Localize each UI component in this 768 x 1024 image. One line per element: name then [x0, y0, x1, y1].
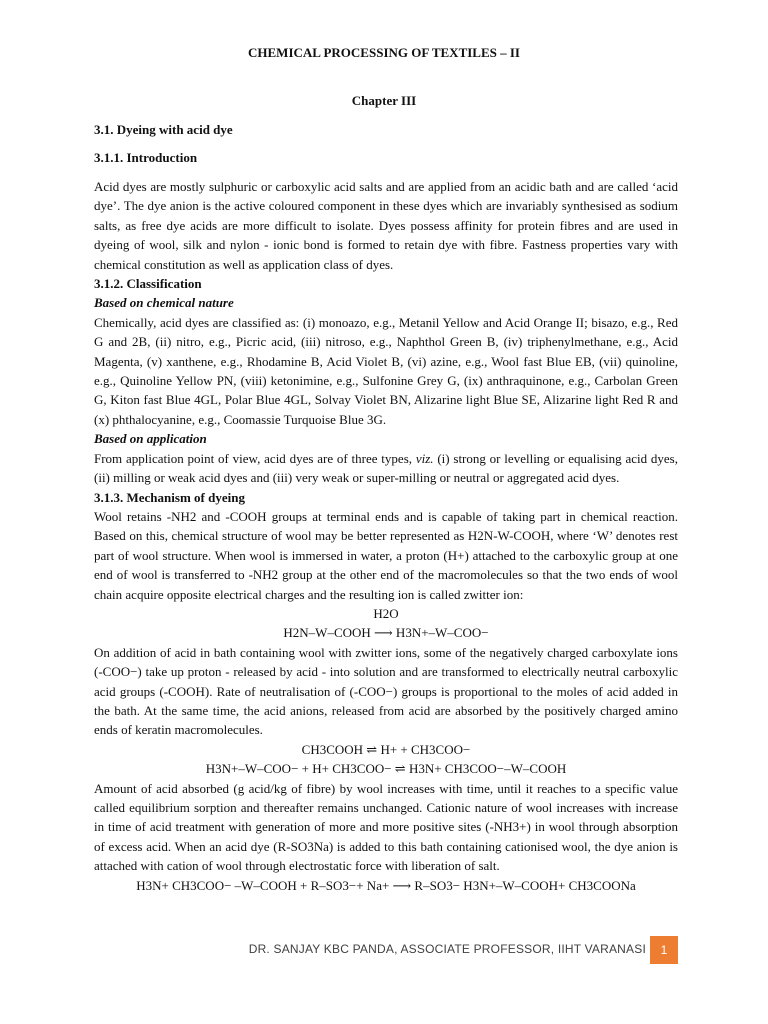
document-body — [94, 177, 678, 895]
footer-author: DR. SANJAY KBC PANDA, ASSOCIATE PROFESSOR, IIHT VARANASI — [248, 942, 646, 956]
document-title: CHEMICAL PROCESSING OF TEXTILES – II — [248, 45, 520, 60]
equation-2: CH3COOH ⇌ H+ + CH3COO− — [301, 741, 471, 757]
viz-text: viz. — [415, 450, 434, 466]
chapter-heading: Chapter III — [351, 93, 417, 108]
page-footer — [0, 936, 768, 962]
mechanism-paragraph-3: Amount of acid absorbed (g acid/kg of fibre) by wool increases with time, until it reaches to a specific value called equilibrium sorption and thereafter remains unchanged. Cationic nature of wool increases with increase in time of acid treatment with generation of more and more positive sites (-NH3+) in wool through absorption of excess acid. When an acid dye (R-SO3Na) is added to this bath containing cationised wool, the dye anion is attached with cation of wool through electrostatic force with liberation of salt. — [94, 780, 678, 874]
application-text-2: (i) strong or levelling or equalising acid dyes, (ii) milling or weak acid dyes and (iii) very weak or super-milling or neutral or aggregated acid dyes. — [94, 450, 678, 486]
equation-1-condition: H2O — [373, 605, 399, 621]
page-number-badge: 1 — [650, 936, 678, 964]
mechanism-paragraph-1: Wool retains -NH2 and -COOH groups at terminal ends and is capable of taking part in chemical reaction. Based on this, chemical structure of wool may be better represented as H2N-W-COOH, where ‘W’ denotes rest part of wool structure. When wool is immersed in water, a proton (H+) attached to the carboxylic group at one end of wool is transferred to -NH2 group at the other end of the macromolecules so that the two ends of wool chain acquire opposite electrical charges and the resulting ion is called zwitter ion: — [94, 508, 678, 602]
section-heading-3-1: 3.1. Dyeing with acid dye — [94, 122, 233, 137]
application-text-1: From application point of view, acid dyes are of three types, — [94, 450, 416, 466]
chemical-nature-paragraph: Chemically, acid dyes are classified as: (i) monoazo, e.g., Metanil Yellow and Acid Orange II; bisazo, e.g., Red G and 2B, (ii) nitro, e.g., Picric acid, (iii) nitroso, e.g., Naphthol Green B, (iv) triphenylmethane, e.g., Acid Magenta, (v) xanthene, e.g., Rhodamine B, Acid Violet B, (vi) azine, e.g., Wool fast Blue EB, (vii) quinoline, e.g., Quinoline Yellow PN, (viii) ketonimine, e.g., Sulfonine Grey G, (ix) anthraquinone, e.g., Carbolan Green G, Kiton fast Blue 4GL, Polar Blue 4GL, Solvay Violet BN, Alizarine light Blue SE, Alizarine light Red R and (x) phthalocyanine, e.g., Coomassie Turquoise Blue 3G. — [94, 314, 678, 427]
equation-4: H3N+ CH3COO− –W–COOH + R–SO3−+ Na+ ⟶ R–SO3− H3N+–W–COOH+ CH3COONa — [136, 877, 636, 893]
section-heading-3-1-2: 3.1.2. Classification — [94, 276, 202, 292]
intro-paragraph: Acid dyes are mostly sulphuric or carboxylic acid salts and are applied from an acidic bath and are called ‘acid dye’. The dye anion is the active coloured component in these dyes which are invariably synthesised as sodium salts, as free dye acids are more difficult to isolate. Dyes possess affinity for protein fibres and are used in dyeing of wool, silk and nylon - ionic bond is formed to retain dye with fibre. Fastness properties vary with chemical constitution as well as application class of dyes. — [94, 179, 678, 272]
subheading-chemical-nature: Based on chemical nature — [94, 295, 234, 311]
subheading-application: Based on application — [94, 431, 207, 447]
section-heading-3-1-3: 3.1.3. Mechanism of dyeing — [94, 489, 245, 505]
mechanism-paragraph-2: On addition of acid in bath containing wool with zwitter ions, some of the negatively charged carboxylate ions (-COO−) take up proton - released by acid - into solution and are transformed to electrically neutral carboxylic acid groups (-COOH). Rate of neutralisation of (-COO−) groups is proportional to the moles of acid added in the bath. At the same time, the acid anions, released from acid are absorbed by the positively charged amino ends of keratin macromolecules. — [94, 644, 678, 738]
application-paragraph — [94, 449, 678, 488]
equation-1: H2N–W–COOH ⟶ H3N+–W–COO− — [283, 625, 489, 641]
section-heading-3-1-1: 3.1.1. Introduction — [94, 150, 198, 165]
equation-3: H3N+–W–COO− + H+ CH3COO− ⇌ H3N+ CH3COO−–W–COOH — [205, 761, 567, 777]
